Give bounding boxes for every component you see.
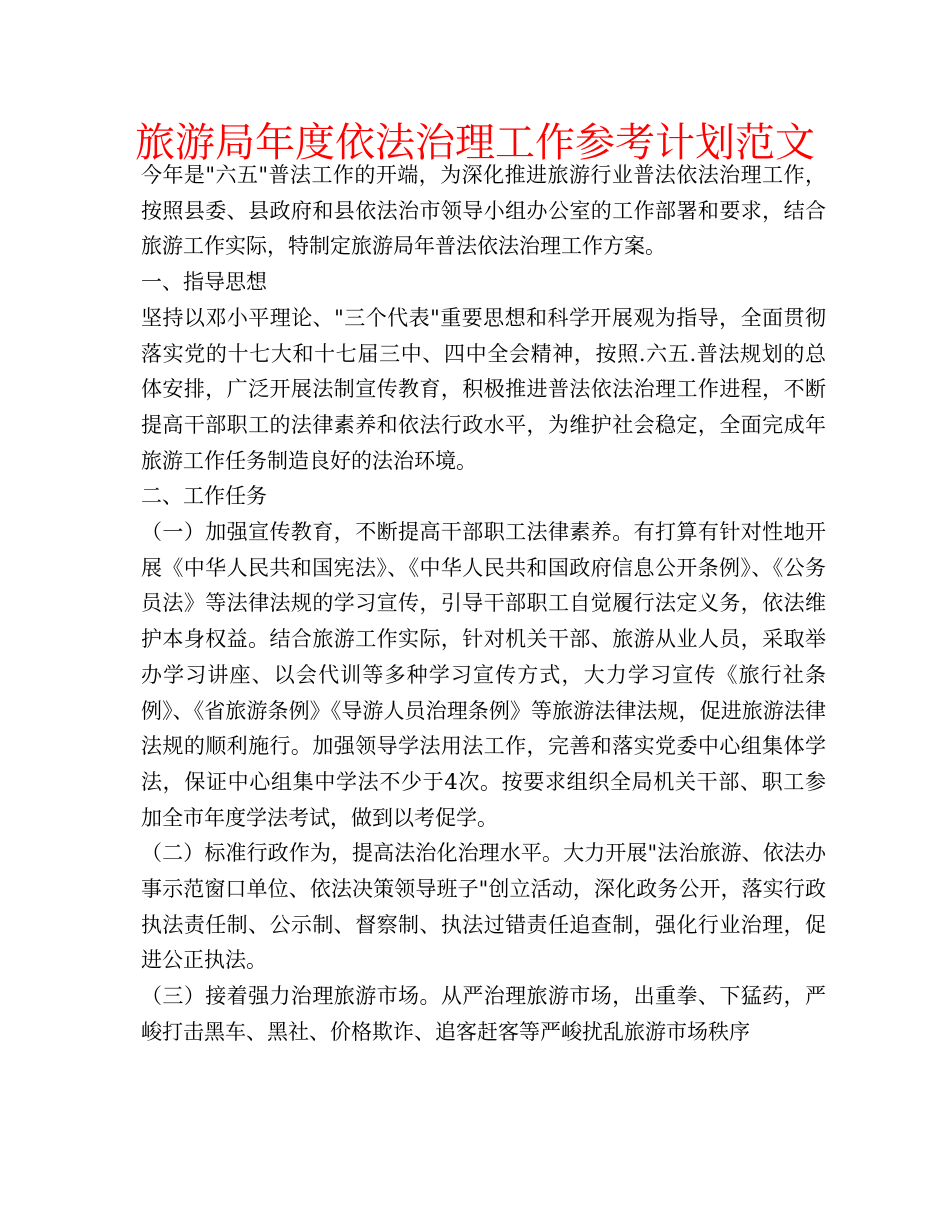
task-1-paragraph: （一）加强宣传教育，不断提高干部职工法律素养。有打算有针对性地开展《中华人民共和国宪法》、《中华人民共和国政府信息公开条例》、《公务员法》等法律法规的学习宣传，引导干部职工自觉履行法定义务，依法维护本身权益。结合旅游工作实际，针对机关干部、旅游从业人员，采取举办学习讲座、以会代训等多种学习宣传方式，大力学习宣传《旅行社条例》、《省旅游条例》《导游人员治理条例》等旅游法律法规，促进旅游法律法规的顺利施行。加强领导学法用法工作，完善和落实党委中心组集体学法，保证中心组集中学法不少于4次。按要求组织全局机关干部、职工参加全市年度学法考试，做到以考促学。 xyxy=(141,520,826,830)
document-body xyxy=(141,158,826,1051)
guiding-ideology-paragraph: 坚持以邓小平理论、"三个代表"重要思想和科学开展观为指导，全面贯彻落实党的十七大和十七届三中、四中全会精神，按照.六五.普法规划的总体安排，广泛开展法制宣传教育，积极推进普法依法治理工作进程，不断提高干部职工的法律素养和依法行政水平，为维护社会稳定，全面完成年旅游工作任务制造良好的法治环境。 xyxy=(141,305,826,473)
intro-paragraph: 今年是"六五"普法工作的开端，为深化推进旅游行业普法依法治理工作，按照县委、县政府和县依法治市领导小组办公室的工作部署和要求，结合旅游工作实际，特制定旅游局年普法依法治理工作方案。 xyxy=(141,163,826,259)
document-title: 旅游局年度依法治理工作参考计划范文 xyxy=(135,120,815,166)
section-heading-guiding-ideology: 一、指导思想 xyxy=(141,270,267,295)
task-2-paragraph: （二）标准行政作为，提高法治化治理水平。大力开展"法治旅游、依法办事示范窗口单位、依法决策领导班子"创立活动，深化政务公开，落实行政执法责任制、公示制、督察制、执法过错责任追查制，强化行业治理，促进公正执法。 xyxy=(141,841,826,973)
section-heading-work-tasks: 二、工作任务 xyxy=(141,484,267,509)
task-3-paragraph: （三）接着强力治理旅游市场。从严治理旅游市场，出重拳、下猛药，严峻打击黑车、黑社、价格欺诈、追客赶客等严峻扰乱旅游市场秩序 xyxy=(141,984,826,1044)
